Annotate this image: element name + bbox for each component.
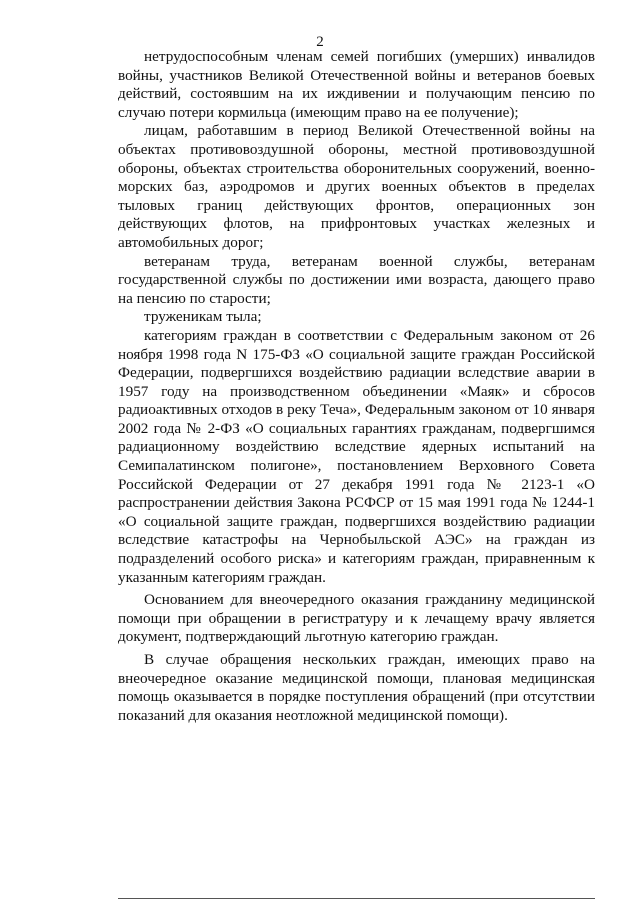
paragraph-wartime-workers: лицам, работавшим в период Великой Отечественной войны на объектах противовоздушной обороны, местной противовоздушной обороны, объектах строительства оборонительных сооружений, военно-морских баз, аэродромов и других военных объектов в пределах тыловых границ действующих фронтов, операционных зон действующих флотов, на прифронтовых участках железных и автомобильных дорог; [118, 122, 595, 251]
page-number: 2 [316, 34, 324, 50]
paragraph-labor-veterans: ветеранам труда, ветеранам военной службы, ветеранам государственной службы по достижении ими возраста, дающего право на пенсию по старости; [118, 252, 595, 307]
paragraph-radiation-categories: категориям граждан в соответствии с Федеральным законом от 26 ноября 1998 года N 175-ФЗ «О социальной защите граждан Российской Федерации, подвергшихся воздействию радиации вследствие аварии в 1957 году на производственном объединении «Маяк» и сбросов радиоактивных отходов в реку Теча», Федеральным законом от 10 января 2002 года № 2-ФЗ «О социальных гарантиях гражданам, подвергшимся радиационному воздействию вследствие ядерных испытаний на Семипалатинском полигоне», постановлением Верховного Совета Российской Федерации от 27 декабря 1991 года № 2123-1 «О распространении действия Закона РСФСР от 15 мая 1991 года № 1244-1 «О социальной защите граждан, подвергшихся воздействию радиации вследствие катастрофы на Чернобыльской АЭС» на граждан из подразделений особого риска» и категориям граждан, приравненным к указанным категориям граждан. [118, 326, 595, 586]
paragraph-disabled-war-family: нетрудоспособным членам семей погибших (умерших) инвалидов войны, участников Великой Отечественной войны и ветеранов боевых действий, состоявшим на их иждивении и получающим пенсию по случаю потери кормильца (имеющим право на ее получение); [118, 48, 595, 121]
document-body [118, 48, 595, 725]
footer-rule [118, 898, 595, 899]
paragraph-priority-basis: Основанием для внеочередного оказания гражданину медицинской помощи при обращении в регистратуру и к лечащему врачу является документ, подтверждающий льготную категорию граждан. [118, 591, 595, 646]
paragraph-home-front-workers: труженикам тыла; [144, 308, 262, 326]
paragraph-multiple-requests: В случае обращения нескольких граждан, имеющих право на внеочередное оказание медицинской помощи, плановая медицинская помощь оказывается в порядке поступления обращений (при отсутствии показаний для оказания неотложной медицинской помощи). [118, 651, 595, 724]
